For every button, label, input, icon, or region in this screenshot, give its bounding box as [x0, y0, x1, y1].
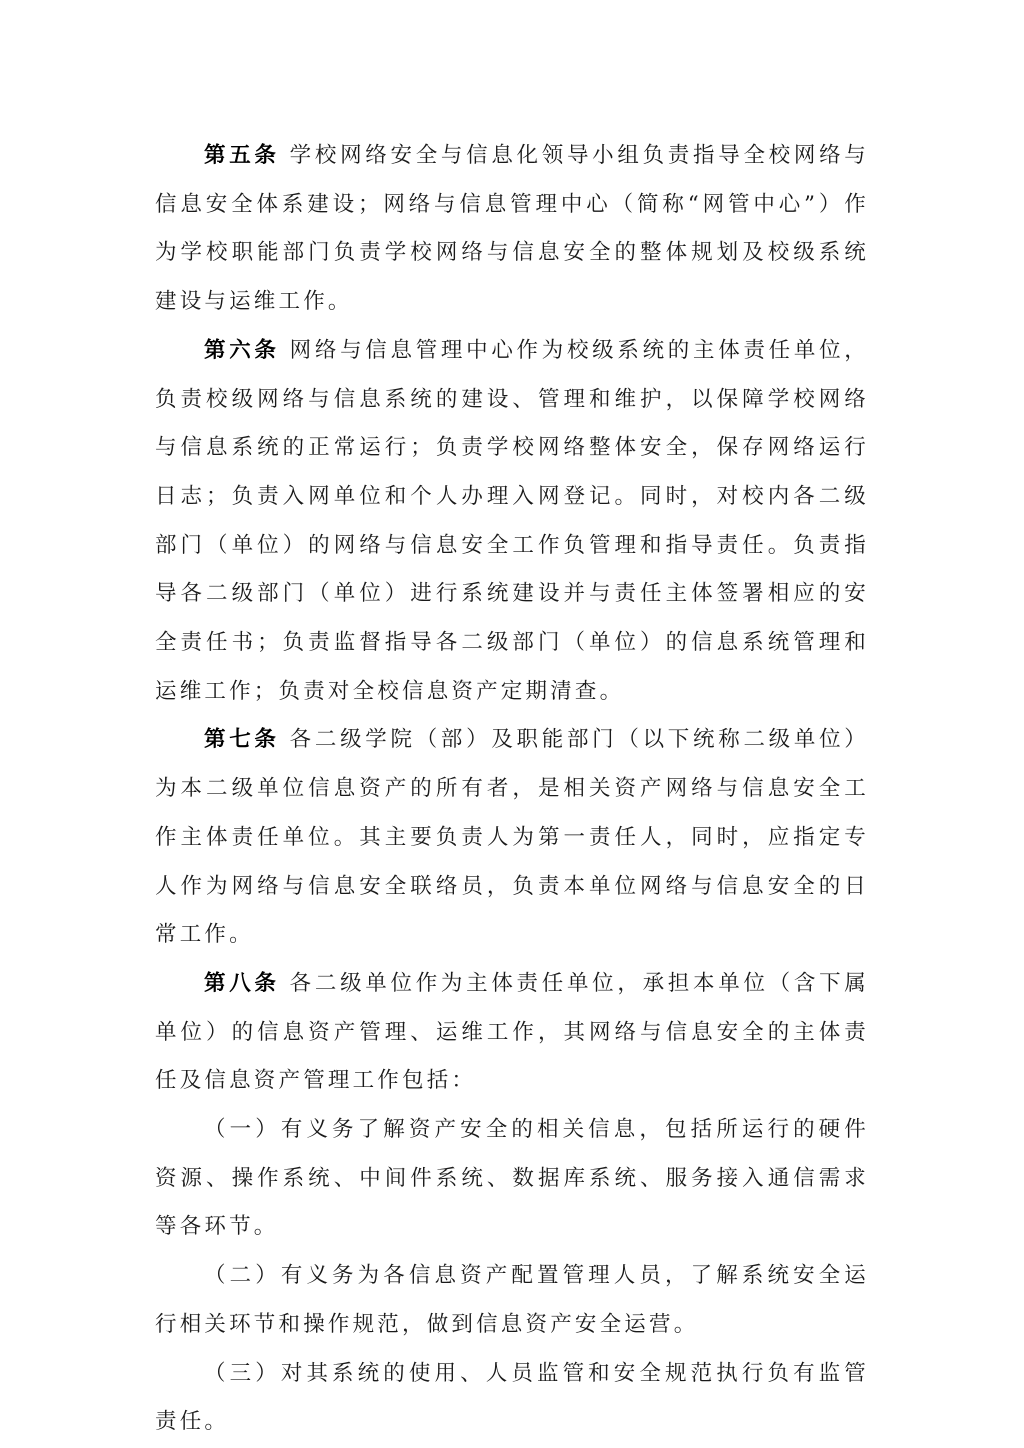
- article-paragraph: [155, 132, 869, 327]
- article-number: 第八条: [204, 970, 280, 996]
- article-text: 网络与信息管理中心作为校级系统的主体责任单位，负责校级网络与信息系统的建设、管理和维护，以保障学校网络与信息系统的正常运行；负责学校网络整体安全，保存网络运行日志；负责入网单位和个人办理入网登记。同时，对校内各二级部门（单位）的网络与信息安全工作负管理和指导责任。负责指导各二级部门（单位）进行系统建设并与责任主体签署相应的安全责任书；负责监督指导各二级部门（单位）的信息系统管理和运维工作；负责对全校信息资产定期清查。: [155, 337, 869, 704]
- article-text: 学校网络安全与信息化领导小组负责指导全校网络与信息安全体系建设；网络与信息管理中心（简称“网管中心”）作为学校职能部门负责学校网络与信息安全的整体规划及校级系统建设与运维工作。: [155, 143, 869, 315]
- list-item-text: （一）有义务了解资产安全的相关信息，包括所运行的硬件资源、操作系统、中间件系统、数据库系统、服务接入通信需求等各环节。: [155, 1117, 869, 1240]
- list-item-text: （三）对其系统的使用、人员监管和安全规范执行负有监管责任。: [155, 1360, 869, 1435]
- list-item-paragraph: [155, 1106, 869, 1252]
- article-number: 第五条: [204, 143, 280, 168]
- article-text: 各二级单位作为主体责任单位，承担本单位（含下属单位）的信息资产管理、运维工作，其网络与信息安全的主体责任及信息资产管理工作包括：: [155, 970, 869, 1094]
- article-number: 第七条: [204, 727, 280, 753]
- article-text: 各二级学院（部）及职能部门（以下统称二级单位）为本二级单位信息资产的所有者，是相关资产网络与信息安全工作主体责任单位。其主要负责人为第一责任人，同时，应指定专人作为网络与信息安全联络员，负责本单位网络与信息安全的日常工作。: [155, 727, 869, 948]
- article-paragraph: [155, 327, 869, 717]
- document-body: [155, 132, 869, 1447]
- list-item-paragraph: [155, 1252, 869, 1349]
- list-item-paragraph: [155, 1350, 869, 1447]
- article-paragraph: [155, 960, 869, 1106]
- article-paragraph: [155, 716, 869, 960]
- article-number: 第六条: [204, 337, 280, 363]
- list-item-text: （二）有义务为各信息资产配置管理人员，了解系统安全运行相关环节和操作规范，做到信息资产安全运营。: [155, 1263, 869, 1337]
